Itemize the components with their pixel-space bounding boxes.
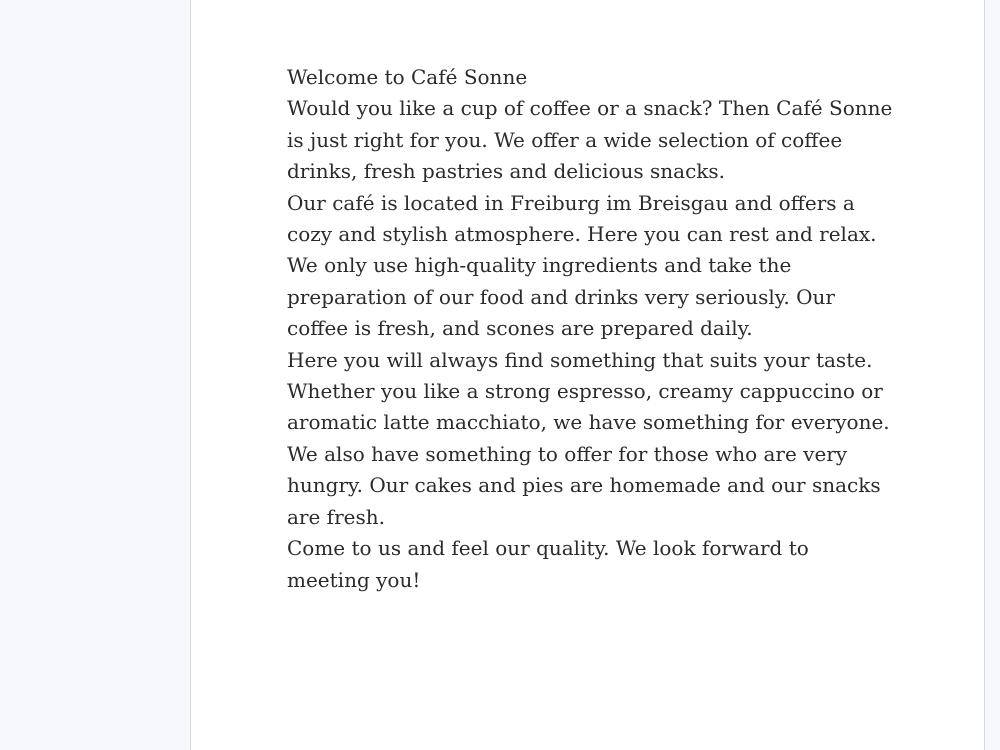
left-margin-panel bbox=[0, 0, 190, 750]
document-body[interactable] bbox=[287, 62, 897, 596]
doc-paragraph-ingredients[interactable]: We only use high-quality ingredients and take the preparation of our food and drinks very seriously. Our coffee is fresh, and scones are prepared daily. bbox=[287, 253, 835, 341]
right-margin-panel bbox=[985, 0, 1000, 750]
document-page[interactable] bbox=[190, 0, 985, 750]
doc-paragraph-intro[interactable]: Would you like a cup of coffee or a snack? Then Café Sonne is just right for you. We offer a wide selection of coffee drinks, fresh pastries and delicious snacks. bbox=[287, 96, 893, 184]
doc-paragraph-location[interactable]: Our café is located in Freiburg im Breisgau and offers a cozy and stylish atmosphere. Here you can rest and relax. bbox=[287, 190, 877, 247]
doc-paragraph-closing[interactable]: Come to us and feel our quality. We look forward to meeting you! bbox=[287, 536, 809, 592]
doc-paragraph-taste[interactable]: Here you will always find something that suits your taste. Whether you like a strong espresso, creamy cappuccino or aromatic latte macchiato, we have something for everyone. bbox=[287, 347, 890, 435]
doc-paragraph-hungry[interactable]: We also have something to offer for those who are very hungry. Our cakes and pies are homemade and our snacks are fresh. bbox=[287, 441, 881, 529]
doc-heading[interactable]: Welcome to Café Sonne bbox=[287, 65, 528, 89]
